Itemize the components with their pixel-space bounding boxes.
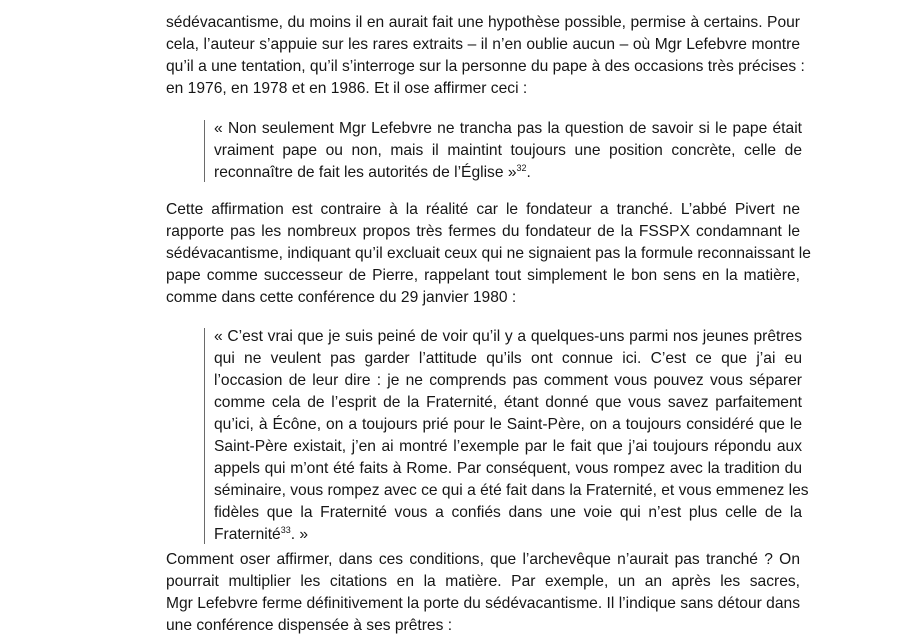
quote-margin-rule: [204, 328, 205, 544]
quote-line: fidèles que la Fraternité vous a confiés dans une voie qui n’est plus celle de la: [214, 504, 802, 521]
text-line: comme dans cette conférence du 29 janvier 1980 :: [166, 289, 517, 306]
quote-tail: .: [526, 164, 531, 181]
text-line: rapporte pas les nombreux propos très fermes du fondateur de la FSSPX condamnant le: [166, 223, 800, 240]
text-line: Cette affirmation est contraire à la réalité car le fondateur a tranché. L’abbé Pivert ne: [166, 201, 800, 218]
text-line: Mgr Lefebvre ferme définitivement la porte du sédévacantisme. Il l’indique sans détour dans: [166, 595, 800, 612]
quote-text: Fraternité: [214, 526, 281, 543]
quote-line: « C’est vrai que je suis peiné de voir qu’il y a quelques-uns parmi nos jeunes prêtres: [214, 328, 802, 345]
quote-line: vraiment pape ou non, mais il maintint toujours une position concrète, celle de: [214, 142, 802, 159]
quote-text: reconnaître de fait les autorités de l’Église »: [214, 164, 517, 181]
quote-tail: . »: [290, 526, 309, 543]
quote-line-last: [208, 524, 802, 546]
block-quote-conference-1980: [208, 326, 809, 546]
text-line: pourrait multiplier les citations en la matière. Par exemple, un an après les sacres,: [166, 573, 800, 590]
text-line: Comment oser affirmer, dans ces conditions, que l’archevêque n’aurait pas tranché ? On: [166, 551, 800, 568]
text-line: une conférence dispensée à ses prêtres :: [166, 617, 453, 634]
text-line: sédévacantisme, du moins il en aurait fait une hypothèse possible, permise à certains. Pour: [166, 14, 800, 31]
quote-line: qui ne veulent pas garder l’attitude qu’ils ont connue ici. C’est ce que j’ai eu: [214, 350, 802, 367]
quote-line: comme cela de l’esprit de la Fraternité, étant donné que vous savez parfaitement: [214, 394, 802, 411]
text-line: pape comme successeur de Pierre, rappelant tout simplement le bon sens en la matière,: [166, 267, 800, 284]
quote-line: « Non seulement Mgr Lefebvre ne trancha pas la question de savoir si le pape était: [214, 120, 802, 137]
paragraph-intro: [166, 12, 805, 100]
quote-line-last: [208, 162, 802, 184]
quote-line: l’occasion de leur dire : je ne comprends pas comment vous pouvez vous séparer: [214, 372, 802, 389]
footnote-marker: 33: [280, 524, 291, 535]
quote-line: appels qui m’ont été faits à Rome. Par conséquent, vous rompez avec la tradition du: [214, 460, 802, 477]
paragraph-refutation: [166, 199, 811, 309]
quote-line: séminaire, vous rompez avec ce qui a été fait dans la Fraternité, et vous emmenez les: [214, 482, 809, 499]
text-line: cela, l’auteur s’appuie sur les rares extraits – il n’en oublie aucun – où Mgr Lefebvre montre: [166, 36, 800, 53]
block-quote-lefebvre-position: [208, 118, 802, 184]
quote-line: qu’ici, à Écône, on a toujours prié pour le Saint-Père, on a toujours considéré que le: [214, 416, 802, 433]
footnote-marker: 32: [516, 162, 527, 173]
text-line: qu’il a une tentation, qu’il s’interroge sur la personne du pape à des occasions très précises :: [166, 58, 805, 75]
paragraph-conclusion: [166, 549, 800, 637]
text-line: sédévacantisme, indiquant qu’il excluait ceux qui ne signaient pas la formule reconnaissant le: [166, 245, 811, 262]
quote-line: Saint-Père existait, j’en ai montré l’exemple par le fait que j’ai toujours répondu aux: [214, 438, 802, 455]
text-line: en 1976, en 1978 et en 1986. Et il ose affirmer ceci :: [166, 80, 528, 97]
quote-margin-rule: [204, 120, 205, 182]
